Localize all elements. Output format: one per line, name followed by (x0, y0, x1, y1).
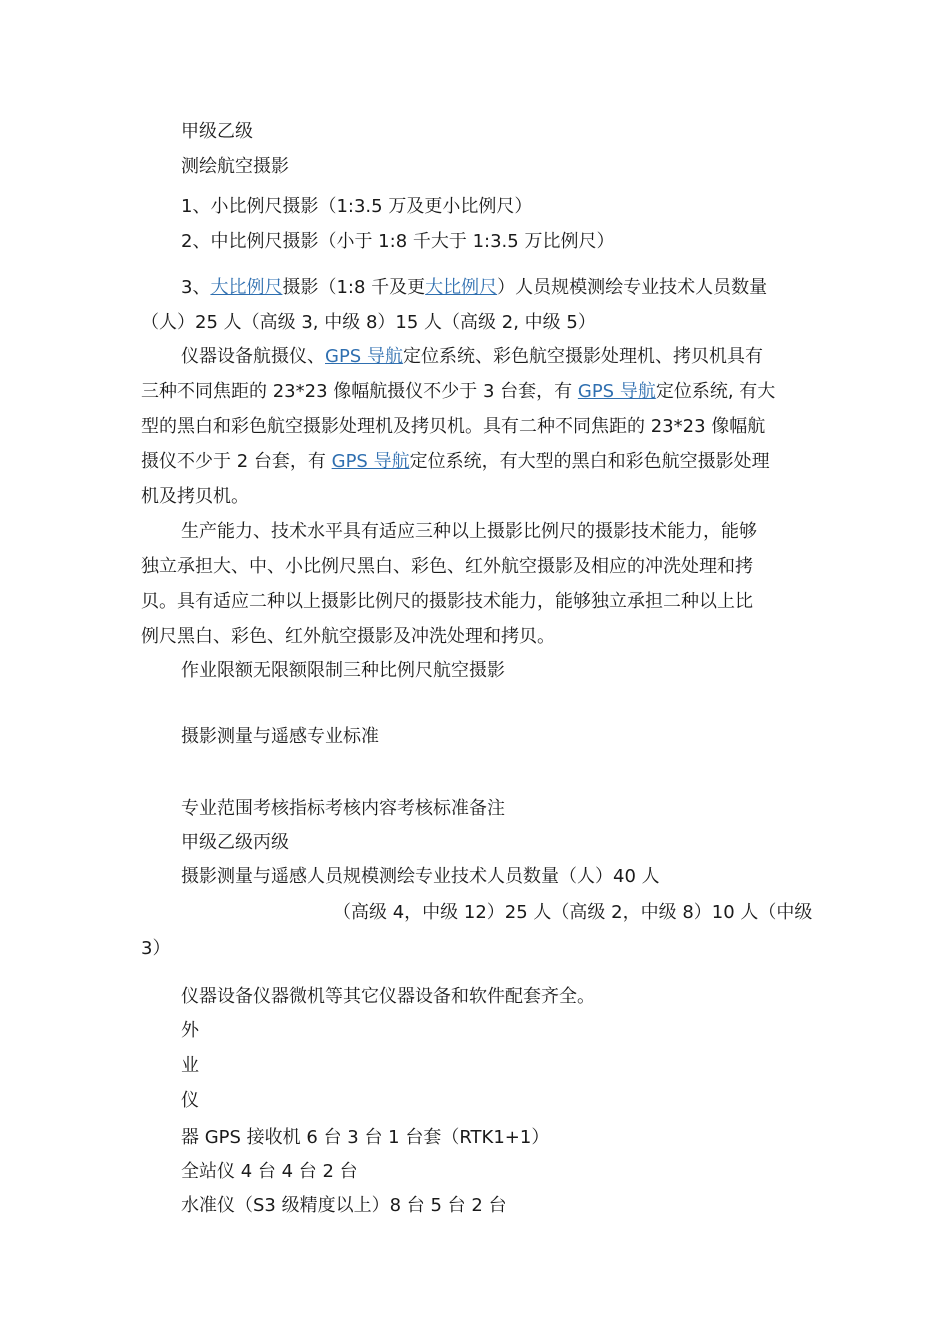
large-scale-item (181, 276, 767, 300)
medium-scale-item: 2、中比例尺摄影（小于 1:8 千大于 1:3.5 万比例尺） (181, 231, 615, 252)
grade-heading: 甲级乙级 (181, 121, 253, 142)
equipment-line-1 (181, 345, 763, 369)
large-scale-link[interactable]: 大比例尺 (210, 277, 283, 298)
standard-title: 摄影测量与遥感专业标准 (181, 726, 379, 747)
small-scale-item: 1、小比例尺摄影（1:3.5 万及更小比例尺） (181, 196, 533, 217)
aerial-photography-heading: 测绘航空摄影 (181, 156, 289, 177)
equipment-text: 摄仪不少于 2 台套，有 (141, 451, 332, 472)
gps-navigation-link-2[interactable]: GPS 导航 (577, 381, 656, 402)
gps-navigation-link-3[interactable]: GPS 导航 (331, 451, 410, 472)
equipment-line-5: 机及拷贝机。 (141, 486, 249, 507)
equipment-text: 仪器设备航摄仪、 (181, 346, 325, 367)
personnel-line-1: 摄影测量与遥感人员规模测绘专业技术人员数量（人）40 人 (181, 866, 660, 887)
production-line-4: 例尺黑白、彩色、红外航空摄影及冲洗处理和拷贝。 (141, 626, 555, 647)
gps-receiver-line: 器 GPS 接收机 6 台 3 台 1 台套（RTK1+1） (181, 1127, 550, 1148)
equipment-line-4 (141, 450, 770, 474)
gps-navigation-link[interactable]: GPS 导航 (325, 346, 403, 367)
equipment-text-2: 定位系统，有大型的黑白和彩色航空摄影处理 (409, 451, 770, 472)
personnel-continuation: （人）25 人（高级 3, 中级 8）15 人（高级 2, 中级 5） (141, 312, 596, 333)
item-number: 3、 (181, 277, 211, 298)
vertical-char-2: 业 (181, 1055, 199, 1076)
item-text-2: ）人员规模测绘专业技术人员数量 (497, 277, 768, 298)
personnel-line-3: 3） (141, 938, 171, 959)
table-header: 专业范围考核指标考核内容考核标准备注 (181, 798, 505, 819)
equipment-text: 三种不同焦距的 23*23 像幅航摄仪不少于 3 台套，有 (141, 381, 578, 402)
large-scale-link-2[interactable]: 大比例尺 (425, 277, 498, 298)
vertical-char-3: 仪 (181, 1090, 199, 1111)
grade-levels: 甲级乙级丙级 (181, 832, 289, 853)
equipment-text-2: 定位系统、彩色航空摄影处理机、拷贝机具有 (402, 346, 763, 367)
production-line-2: 独立承担大、中、小比例尺黑白、彩色、红外航空摄影及相应的冲洗处理和拷 (141, 556, 753, 577)
equipment-line-3: 型的黑白和彩色航空摄影处理机及拷贝机。具有二种不同焦距的 23*23 像幅航 (141, 416, 766, 437)
production-line-1: 生产能力、技术水平具有适应三种以上摄影比例尺的摄影技术能力，能够 (181, 521, 757, 542)
level-instrument-line: 水准仪（S3 级精度以上）8 台 5 台 2 台 (181, 1195, 507, 1216)
production-line-3: 贝。具有适应二种以上摄影比例尺的摄影技术能力，能够独立承担二种以上比 (141, 591, 753, 612)
work-quota: 作业限额无限额限制三种比例尺航空摄影 (181, 660, 505, 681)
total-station-line: 全站仪 4 台 4 台 2 台 (181, 1161, 358, 1182)
equipment-line-2 (141, 380, 775, 404)
instruments-line: 仪器设备仪器微机等其它仪器设备和软件配套齐全。 (181, 986, 595, 1007)
vertical-char-1: 外 (181, 1020, 199, 1041)
item-text: 摄影（1:8 千及更 (282, 277, 426, 298)
equipment-text-2: 定位系统, 有大 (655, 381, 776, 402)
personnel-line-2: （高级 4，中级 12）25 人（高级 2，中级 8）10 人（中级 (333, 902, 813, 923)
